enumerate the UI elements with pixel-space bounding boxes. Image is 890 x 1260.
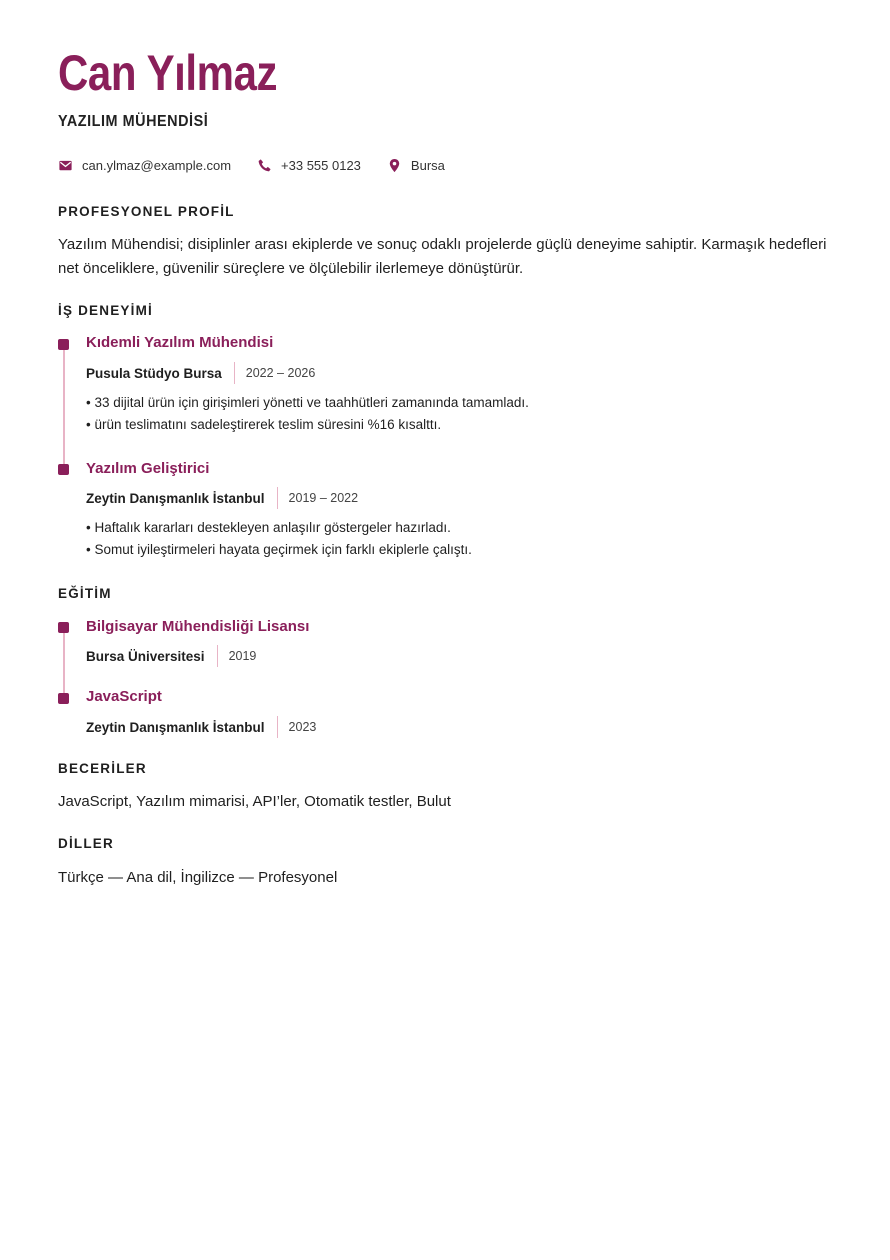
location-text: Bursa: [410, 158, 445, 173]
education-school: Bursa Üniversitesi: [86, 648, 205, 664]
experience-role: Yazılım Geliştirici: [86, 460, 210, 477]
experience-bullet: • Somut iyileştirmeleri hayata geçirmek için farklı ekiplerle çalıştı.: [86, 542, 472, 557]
experience-date: 2019 – 2022: [288, 491, 359, 505]
skills-text: JavaScript, Yazılım mimarisi, API’ler, Otomatik testler, Bulut: [58, 793, 451, 810]
contact-location: [387, 158, 445, 173]
education-degree: Bilgisayar Mühendisliği Lisansı: [86, 618, 310, 635]
phone-text: +33 555 0123: [281, 158, 361, 173]
education-meta: [86, 645, 256, 667]
contact-row: [58, 158, 471, 173]
profile-text: Yazılım Mühendisi; disiplinler arası ekiplerde ve sonuç odaklı projelerde güçlü deneyime sahiptir. Karmaşık hedefleri net önceliklere, güvenilir süreçlere ve ölçülebilir ilerlemeye dönüştürür.: [58, 236, 827, 277]
divider: [217, 645, 218, 667]
education-degree: JavaScript: [86, 688, 162, 705]
education-date: 2023: [288, 720, 317, 734]
experience-timeline-line: [63, 349, 65, 469]
timeline-dot: [58, 339, 69, 350]
experience-meta: [86, 487, 358, 509]
contact-email[interactable]: [58, 158, 231, 173]
job-title: YAZILIM MÜHENDİSİ: [58, 113, 209, 130]
email-text: can.ylmaz@example.com: [82, 158, 232, 173]
education-meta: [86, 716, 316, 738]
phone-icon: [257, 158, 272, 173]
education-timeline-line: [63, 632, 65, 698]
experience-org: Zeytin Danışmanlık İstanbul: [86, 490, 265, 506]
experience-bullet: • Haftalık kararları destekleyen anlaşılır göstergeler hazırladı.: [86, 520, 451, 535]
experience-org: Pusula Stüdyo Bursa: [86, 365, 222, 381]
divider: [277, 487, 278, 509]
mail-icon: [58, 158, 73, 173]
experience-role: Kıdemli Yazılım Mühendisi: [86, 334, 274, 351]
experience-heading: İŞ DENEYİMİ: [58, 303, 153, 318]
timeline-dot: [58, 693, 69, 704]
experience-bullet: • ürün teslimatını sadeleştirerek teslim süresini %16 kısalttı.: [86, 417, 442, 432]
profile-heading: PROFESYONEL PROFİL: [58, 204, 235, 219]
divider: [234, 362, 235, 384]
languages-text: Türkçe — Ana dil, İngilizce — Profesyonel: [58, 869, 338, 886]
timeline-dot: [58, 464, 69, 475]
candidate-name: Can Yılmaz: [58, 45, 278, 101]
location-pin-icon: [387, 158, 402, 173]
experience-bullet: • 33 dijital ürün için girişimleri yönetti ve taahhütleri zamanında tamamladı.: [86, 395, 529, 410]
experience-date: 2022 – 2026: [245, 366, 316, 380]
education-school: Zeytin Danışmanlık İstanbul: [86, 719, 265, 735]
timeline-dot: [58, 622, 69, 633]
languages-heading: DİLLER: [58, 836, 114, 851]
divider: [277, 716, 278, 738]
education-heading: EĞİTİM: [58, 586, 112, 601]
education-date: 2019: [228, 649, 257, 663]
experience-meta: [86, 362, 315, 384]
skills-heading: BECERİLER: [58, 761, 147, 776]
contact-phone[interactable]: [257, 158, 361, 173]
